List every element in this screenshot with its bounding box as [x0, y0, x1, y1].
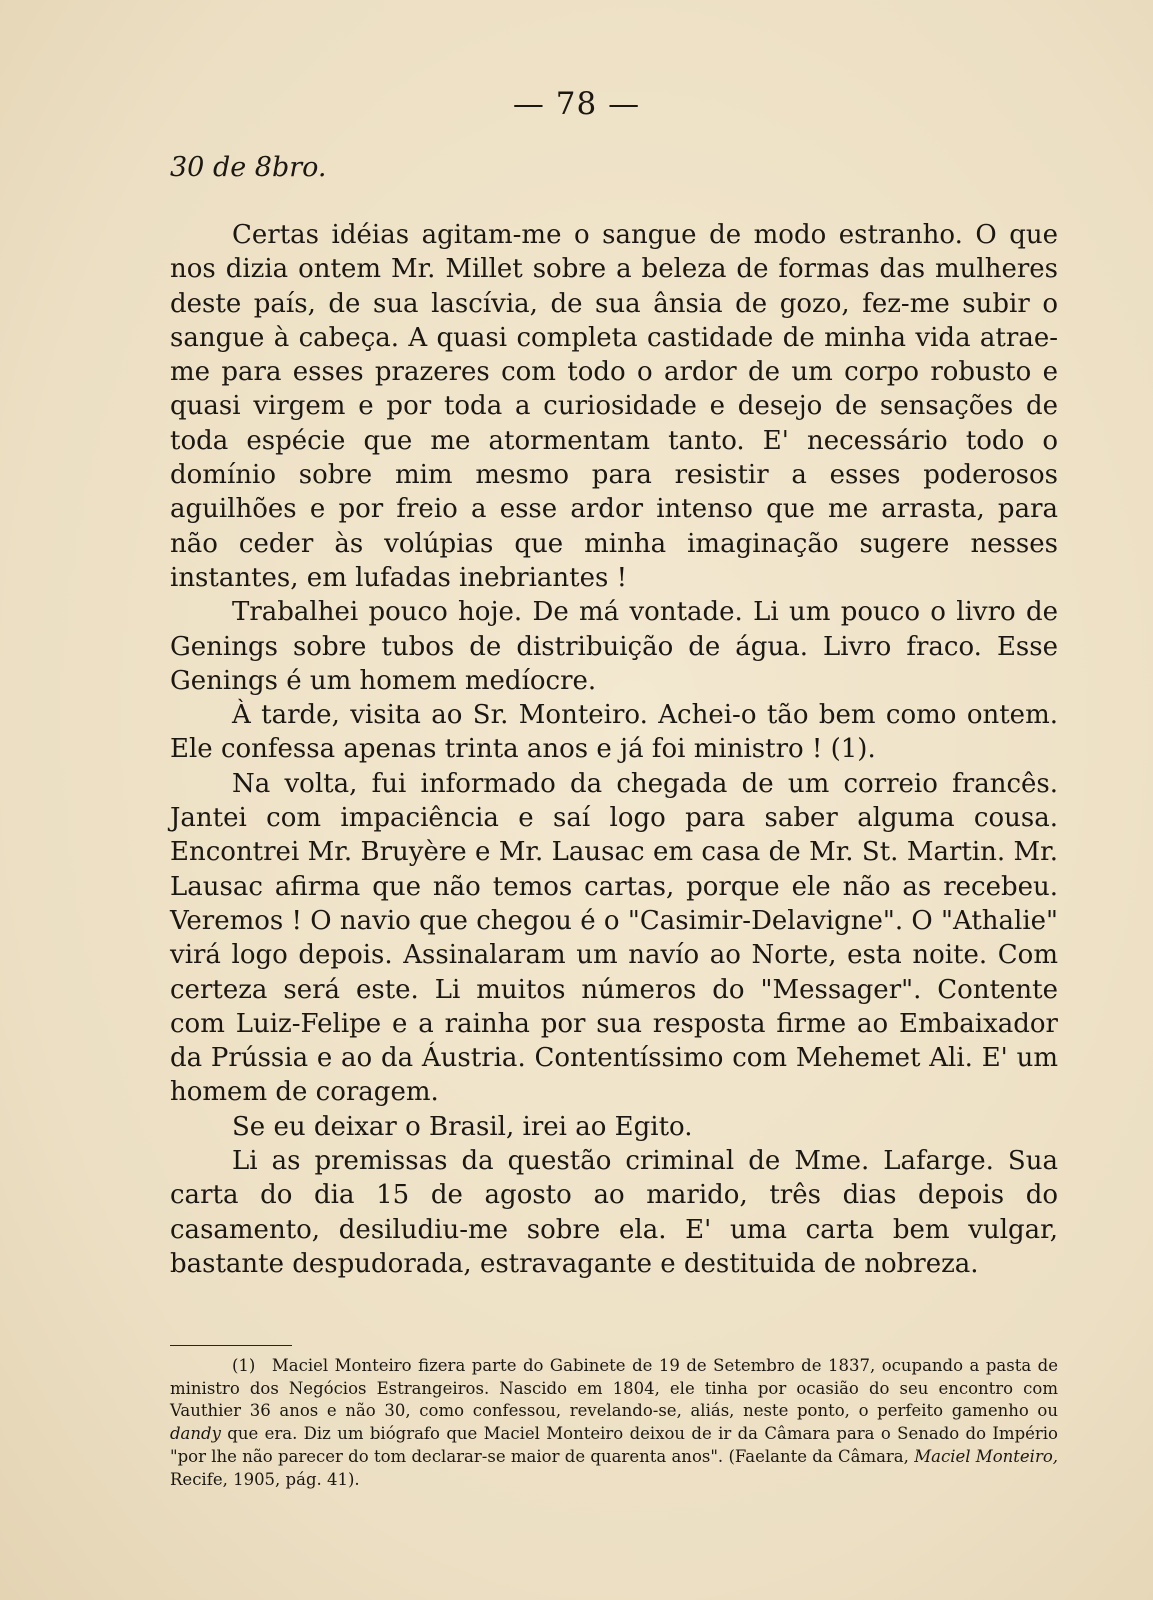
paragraph-1: Certas idéias agitam-me o sangue de modo estranho. O que nos dizia ontem Mr. Millet sobre a beleza de formas das mulheres deste país, de sua lascívia, de sua ânsia de gozo, fez-me subir o sangue à cabeça. A quasi completa castidade de minha vida atrae-me para esses prazeres com todo o ardor de um corpo robusto e quasi virgem e por toda a curiosidade e desejo de sensações de toda espécie que me atormentam tanto. E' necessário todo o domínio sobre mim mesmo para resistir a esses poderosos aguilhões e por freio a esse ardor intenso que me arrasta, para não ceder às volúpias que minha imaginação sugere nesses instantes, em lufadas inebriantes !: [170, 220, 1058, 593]
footnote-marker: (1): [232, 1356, 256, 1375]
paragraph-6: Li as premissas da questão criminal de Mme. Lafarge. Sua carta do dia 15 de agosto ao marido, três dias depois do casamento, desiludiu-me sobre ela. E' uma carta bem vulgar, bastante despudorada, estravagante e destituida de nobreza.: [170, 1146, 1058, 1279]
footnote-text-part-3: Recife, 1905, pág. 41).: [170, 1469, 360, 1489]
footnote-italic-book-title: Maciel Monteiro,: [914, 1446, 1059, 1466]
footnote-text-part-2: que era. Diz um biógrafo que Maciel Monteiro deixou de ir da Câmara para o Senado do Império "por lhe não parecer do tom declarar-se maior de quarenta anos". (Faelante da Câmara,: [170, 1424, 1058, 1466]
body-text: [170, 218, 1058, 1281]
footnote: [170, 1355, 1058, 1491]
paragraph-4: Na volta, fui informado da chegada de um correio francês. Jantei com impaciência e saí logo para saber alguma cousa. Encontrei Mr. Bruyère e Mr. Lausac em casa de Mr. St. Martin. Mr. Lausac afirma que não temos cartas, porque ele não as recebeu. Veremos ! O navio que chegou é o "Casimir-Delavigne". O "Athalie" virá logo depois. Assinalaram um navío ao Norte, esta noite. Com certeza será este. Li muitos números do "Messager". Contente com Luiz-Felipe e a rainha por sua resposta firme ao Embaixador da Prússia e ao da Áustria. Contentíssimo com Mehemet Ali. E' um homem de coragem.: [170, 768, 1058, 1108]
footnote-text-part-1: Maciel Monteiro fizera parte do Gabinete de 19 de Setembro de 1837, ocupando a pasta de ministro dos Negócios Estrangeiros. Nascido em 1804, ele tinha por ocasião do seu encontro com Vauthier 36 anos e não 30, como confessou, revelando-se, aliás, neste ponto, o perfeito gamenho ou: [170, 1356, 1059, 1421]
page-number: — 78 —: [512, 86, 641, 122]
footnote-divider: [170, 1345, 292, 1346]
diary-date-heading: 30 de 8bro.: [170, 152, 327, 183]
paragraph-5: Se eu deixar o Brasil, irei ao Egito.: [232, 1111, 693, 1142]
paragraph-2: Trabalhei pouco hoje. De má vontade. Li um pouco o livro de Genings sobre tubos de distribuição de água. Livro fraco. Esse Genings é um homem medíocre.: [170, 597, 1058, 696]
footnote-italic-dandy: dandy: [170, 1424, 221, 1444]
paragraph-3: À tarde, visita ao Sr. Monteiro. Achei-o tão bem como ontem. Ele confessa apenas trinta anos e já foi ministro ! (1).: [170, 700, 1058, 765]
